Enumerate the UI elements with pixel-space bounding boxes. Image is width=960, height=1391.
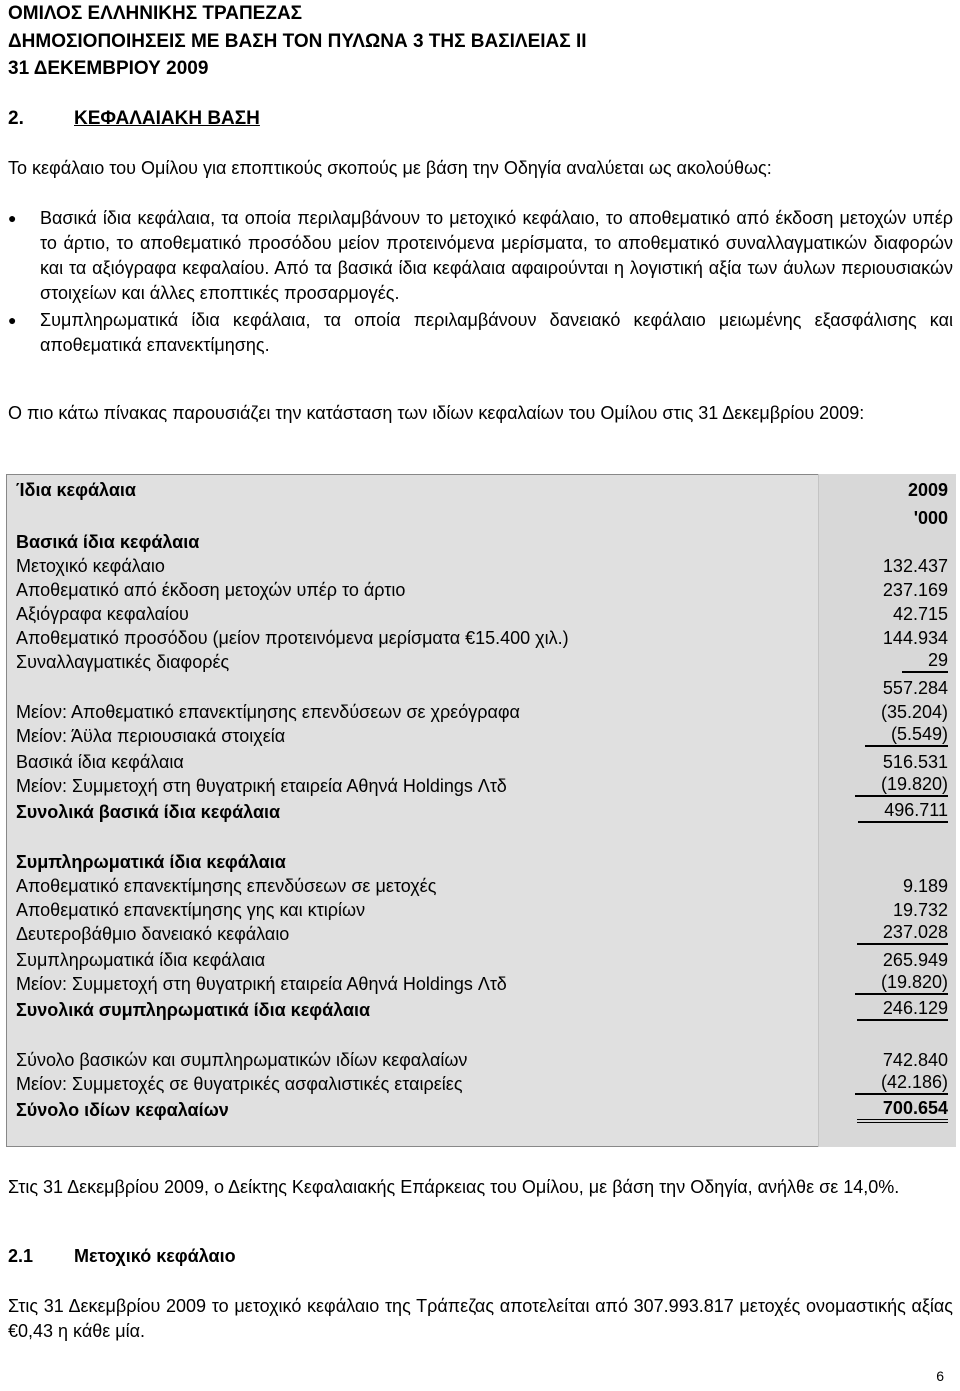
table-year: 2009 — [907, 480, 948, 500]
row-label: Αποθεματικό επανεκτίμησης γης και κτιρίων — [16, 900, 366, 920]
row-label: Μείον: Συμμετοχές σε θυγατρικές ασφαλιστικές εταιρείες — [16, 1074, 463, 1094]
row-value: 237.169 — [882, 580, 948, 600]
page-number: 6 — [936, 1368, 944, 1384]
subsection-title: Μετοχικό κεφάλαιο — [74, 1246, 236, 1266]
table-row — [16, 578, 948, 602]
table-row — [16, 972, 948, 996]
row-label: Συνολικά βασικά ίδια κεφάλαια — [16, 802, 281, 822]
table-row — [16, 750, 948, 774]
table-row — [16, 1048, 948, 1072]
section-heading — [8, 108, 260, 130]
row-label: Μετοχικό κεφάλαιο — [16, 556, 165, 576]
row-label: Βασικά ίδια κεφάλαια — [16, 752, 184, 772]
table-row — [16, 724, 948, 748]
bullet-item — [0, 308, 953, 358]
tier2-heading: Συμπληρωματικά ίδια κεφάλαια — [16, 852, 286, 872]
table-row — [16, 650, 948, 674]
table-row — [16, 774, 948, 798]
document-company-title: ΟΜΙΛΟΣ ΕΛΛΗΝΙΚΗΣ ΤΡΑΠΕΖΑΣ — [8, 3, 303, 24]
row-value: 496.711 — [858, 800, 948, 823]
bullet-icon: ● — [8, 210, 17, 226]
table-row — [16, 1072, 948, 1096]
row-value: (42.186) — [855, 1072, 948, 1095]
table-row — [16, 554, 948, 578]
bullet-text: Συμπληρωματικά ίδια κεφάλαια, τα οποία περιλαμβάνουν δανειακό κεφάλαιο μειωμένης εξασφάλισης και αποθεματικά επανεκτίμησης. — [40, 310, 953, 355]
row-value: 144.934 — [882, 628, 948, 648]
document-date: 31 ΔΕΚΕΜΒΡΙΟΥ 2009 — [8, 58, 209, 79]
row-value: (5.549) — [865, 724, 948, 747]
intro-paragraph: Το κεφάλαιο του Ομίλου για εποπτικούς σκοπούς με βάση την Οδηγία αναλύεται ως ακολούθως: — [8, 158, 772, 178]
document-subtitle: ΔΗΜΟΣΙΟΠΟΙΗΣΕΙΣ ΜΕ ΒΑΣΗ ΤΟΝ ΠΥΛΩΝΑ 3 ΤΗΣ ΒΑΣΙΛΕΙΑΣ ΙΙ — [8, 31, 587, 52]
row-label: Μείον: Συμμετοχή στη θυγατρική εταιρεία Αθηνά Holdings Λτδ — [16, 776, 507, 796]
bullet-icon: ● — [8, 312, 17, 328]
tier2-heading-row — [16, 850, 948, 874]
row-value: 42.715 — [892, 604, 948, 624]
row-value: 29 — [902, 650, 948, 673]
row-value: 132.437 — [882, 556, 948, 576]
table-unit: '000 — [913, 508, 948, 528]
row-value: (19.820) — [855, 774, 948, 797]
tier1-heading: Βασικά ίδια κεφάλαια — [16, 532, 200, 552]
row-label: Συνολικά συμπληρωματικά ίδια κεφάλαια — [16, 1000, 371, 1020]
table-row — [16, 922, 948, 946]
ratio-paragraph: Στις 31 Δεκεμβρίου 2009, ο Δείκτης Κεφαλαιακής Επάρκειας του Ομίλου, με βάση την Οδηγία, ανήλθε σε 14,0%. — [8, 1177, 900, 1197]
row-value: 19.732 — [892, 900, 948, 920]
table-row — [16, 898, 948, 922]
row-value: (35.204) — [880, 702, 948, 722]
tier1-subtotal-row — [16, 676, 948, 700]
grand-total-row — [16, 1098, 948, 1122]
row-label: Αποθεματικό επανεκτίμησης επενδύσεων σε μετοχές — [16, 876, 437, 896]
table-header-row — [16, 478, 948, 502]
row-label: Δευτεροβάθμιο δανειακό κεφάλαιο — [16, 924, 290, 944]
subsection-heading — [8, 1246, 236, 1267]
table-intro-paragraph: Ο πιο κάτω πίνακας παρουσιάζει την κατάσταση των ιδίων κεφαλαίων του Ομίλου στις 31 Δεκεμβρίου 2009: — [8, 403, 865, 423]
bullet-list — [0, 206, 953, 360]
row-value: 742.840 — [882, 1050, 948, 1070]
row-value: 246.129 — [857, 998, 948, 1021]
subsection-number: 2.1 — [8, 1246, 34, 1266]
section-number: 2. — [8, 108, 24, 129]
section-title: ΚΕΦΑΛΑΙΑΚΗ ΒΑΣΗ — [74, 108, 260, 129]
row-value: 9.189 — [902, 876, 948, 896]
row-label: Μείον: Συμμετοχή στη θυγατρική εταιρεία Αθηνά Holdings Λτδ — [16, 974, 507, 994]
tier1-subtotal-value: 557.284 — [882, 678, 948, 698]
table-row — [16, 948, 948, 972]
table-row — [16, 626, 948, 650]
row-value: 516.531 — [882, 752, 948, 772]
table-row — [16, 700, 948, 724]
row-label: Σύνολο ιδίων κεφαλαίων — [16, 1100, 229, 1120]
row-value: 265.949 — [882, 950, 948, 970]
row-label: Σύνολο βασικών και συμπληρωματικών ιδίων κεφαλαίων — [16, 1050, 468, 1070]
row-label: Μείον: Άϋλα περιουσιακά στοιχεία — [16, 726, 286, 746]
table-unit-row — [16, 506, 948, 530]
row-value: (19.820) — [855, 972, 948, 995]
row-label: Αξιόγραφα κεφαλαίου — [16, 604, 189, 624]
tier1-heading-row — [16, 530, 948, 554]
row-value: 700.654 — [857, 1098, 948, 1123]
row-label: Συναλλαγματικές διαφορές — [16, 652, 230, 672]
row-value: 237.028 — [857, 922, 948, 945]
table-row — [16, 874, 948, 898]
tier2-total-row — [16, 998, 948, 1022]
row-label: Αποθεματικό από έκδοση μετοχών υπέρ το άρτιο — [16, 580, 406, 600]
tier1-total-row — [16, 800, 948, 824]
bullet-item — [0, 206, 953, 306]
share-capital-paragraph: Στις 31 Δεκεμβρίου 2009 το μετοχικό κεφάλαιο της Τράπεζας αποτελείται από 307.993.817 μετοχές ονομαστικής αξίας €0,43 η κάθε μία. — [8, 1296, 953, 1341]
table-row — [16, 602, 948, 626]
table-heading: Ίδια κεφάλαια — [16, 480, 136, 500]
row-label: Μείον: Αποθεματικό επανεκτίμησης επενδύσεων σε χρεόγραφα — [16, 702, 520, 722]
row-label: Συμπληρωματικά ίδια κεφάλαια — [16, 950, 266, 970]
row-label: Αποθεματικό προσόδου (μείον προτεινόμενα μερίσματα €15.400 χιλ.) — [16, 628, 569, 648]
bullet-text: Βασικά ίδια κεφάλαια, τα οποία περιλαμβάνουν το μετοχικό κεφάλαιο, το αποθεματικό από έκδοση μετοχών υπέρ το άρτιο, το αποθεματικό προσόδου μείον προτεινόμενα μερίσματα, το αποθεματικό συναλλαγματικών διαφορών και τα αξιόγραφα κεφαλαίου. Από τα βασικά ίδια κεφάλαια αφαιρούνται η λογιστική αξία των άυλων περιουσιακών στοιχείων και άλλες εποπτικές προσαρμογές. — [40, 208, 953, 303]
